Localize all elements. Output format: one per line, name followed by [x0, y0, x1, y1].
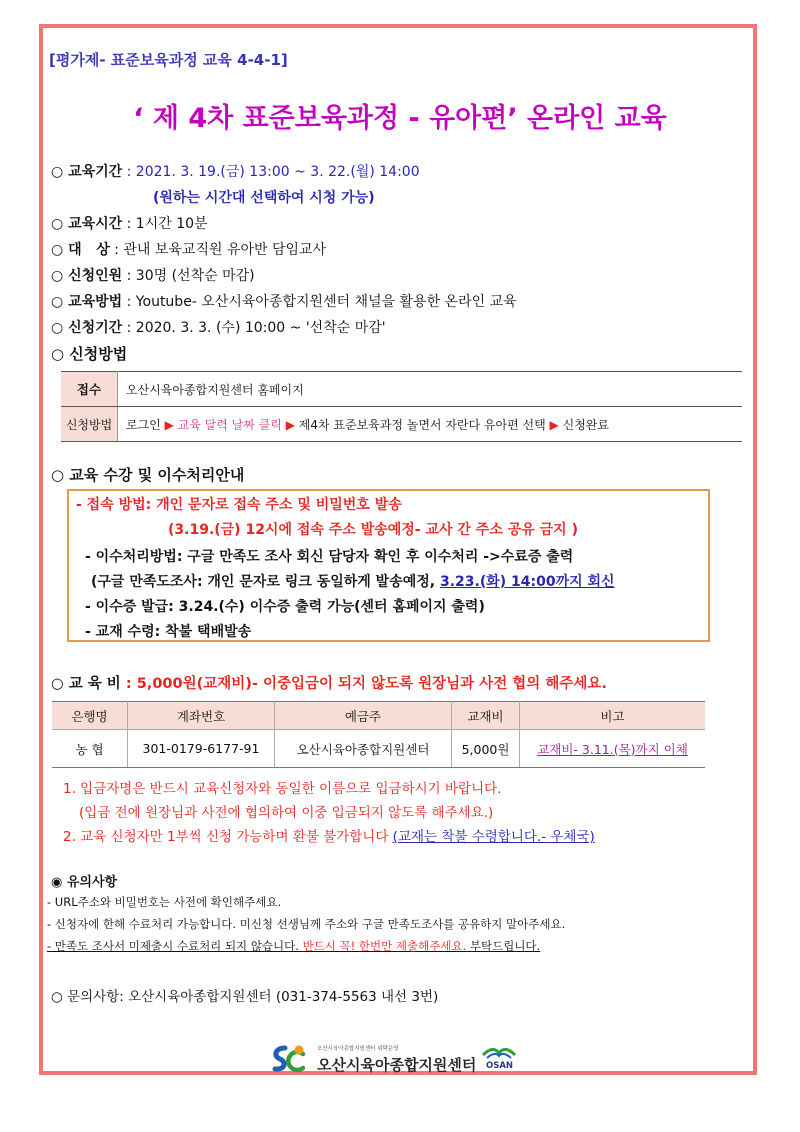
osan-city-name: OSAN: [486, 1061, 514, 1071]
notice-certificate: - 이수증 발급: 3.24.(수) 이수증 출력 가능(센터 홈페이지 출력): [85, 599, 485, 615]
apply-steps: [118, 407, 743, 442]
capacity-value: : 30명 (선착순 마감): [126, 268, 255, 284]
org-logo-subtext: 오산시육아종합지원센터 위탁운영: [317, 1046, 399, 1052]
method-label: ○ 교육방법: [51, 294, 123, 310]
account-number: 301-0179-6177-91: [128, 730, 275, 768]
method-row: [51, 291, 517, 311]
caution-3-emphasis: 반드시 꼭! 한번만 제출해주세요.: [302, 939, 467, 953]
col-fee: 교재비: [452, 702, 520, 730]
target-label: ○ 대 상: [51, 242, 110, 258]
apply-method-title: ○ 신청방법: [51, 345, 128, 363]
fee-row: [51, 672, 607, 693]
apply-row-reception: [61, 372, 742, 407]
caution-3: [47, 938, 540, 954]
document-tag: [평가제- 표준보육과정 교육 4-4-1]: [49, 51, 288, 69]
period-row: [51, 161, 420, 181]
notice-textbook: - 교재 수령: 착불 택배발송: [85, 624, 252, 640]
col-note: 비고: [520, 702, 706, 730]
method-value: : Youtube- 오산시육아종합지원센터 채널을 활용한 온라인 교육: [126, 294, 517, 310]
caution-2: - 신청자에 한해 수료처리 가능합니다. 미신청 선생님께 주소와 구글 만족도조사를 공유하지 말아주세요.: [47, 917, 566, 931]
textbook-fee: 5,000원: [452, 730, 520, 768]
apply-method-label: 신청방법: [61, 407, 118, 442]
notice-survey: [91, 571, 615, 591]
caution-3-text: - 만족도 조사서 미제출시 수료처리 되지 않습니다.: [47, 939, 299, 953]
table-row: [52, 730, 705, 768]
notice-box: [67, 489, 710, 642]
capacity-label: ○ 신청인원: [51, 268, 123, 284]
col-holder: 예금주: [275, 702, 452, 730]
payment-note-2-text: 2. 교육 신청자만 1부씩 신청 가능하며 환불 불가합니다: [63, 829, 389, 845]
step-calendar: 교육 달력 날짜 클릭: [177, 417, 282, 432]
notice-survey-text: (구글 만족도조사: 개인 문자로 링크 동일하게 발송예정,: [91, 574, 436, 590]
bank-note-text: 교재비- 3.11.(목)까지 이체: [537, 741, 688, 757]
capacity-row: [51, 265, 255, 285]
apply-period-row: [51, 317, 386, 337]
notice-access-method: - 접속 방법: 개인 문자로 접속 주소 및 비밀번호 발송: [76, 497, 402, 513]
cautions-title: ◉ 유의사항: [51, 875, 118, 890]
period-note: (원하는 시간대 선택하여 시청 가능): [153, 190, 375, 206]
payment-note-1b: (입금 전에 원장님과 사전에 협의하여 이중 입금되지 않도록 해주세요.): [79, 805, 494, 821]
duration-value: : 1시간 10분: [126, 216, 208, 232]
arrow-icon: ▶: [549, 417, 559, 432]
apply-table: [61, 371, 742, 442]
notice-access-date: (3.19.(금) 12시에 접속 주소 발송예정- 교사 간 주소 공유 금지 ): [168, 522, 578, 538]
duration-label: ○ 교육시간: [51, 216, 123, 232]
notice-survey-deadline: 3.23.(화) 14:00까지 회신: [439, 574, 615, 590]
account-holder: 오산시육아종합지원센터: [275, 730, 452, 768]
payment-note-2: [63, 825, 595, 845]
period-label: ○ 교육기간: [51, 164, 123, 180]
col-bank: 은행명: [52, 702, 128, 730]
contact-info: ○ 문의사항: 오산시육아종합지원센터 (031-374-5563 내선 3번): [51, 989, 439, 1005]
bank-header-row: [52, 702, 705, 730]
notice-section-title: ○ 교육 수강 및 이수처리안내: [51, 466, 245, 484]
payment-note-1: 1. 입금자명은 반드시 교육신청자와 동일한 이름으로 입금하시기 바랍니다.: [63, 781, 502, 797]
org-logo-icon: [271, 1042, 313, 1076]
apply-period-label: ○ 신청기간: [51, 320, 123, 336]
notice-completion: - 이수처리방법: 구글 만족도 조사 회신 담당자 확인 후 이수처리 ->수료증 출력: [85, 549, 574, 565]
osan-bird-icon: [481, 1045, 517, 1061]
arrow-icon: ▶: [285, 417, 295, 432]
target-row: [51, 239, 326, 259]
period-value: : 2021. 3. 19.(금) 13:00 ~ 3. 22.(월) 14:00: [126, 164, 420, 180]
bank-name: 농 협: [52, 730, 128, 768]
fee-value: : 5,000원(교재비)- 이중입금이 되지 않도록 원장님과 사전 협의 해주세요.: [125, 676, 607, 692]
step-select: 제4차 표준보육과정 놀면서 자란다 유아편 선택: [298, 417, 546, 432]
reception-label: 접수: [76, 382, 102, 397]
step-done: 신청완료: [562, 417, 609, 432]
apply-row-method: [61, 407, 742, 442]
bank-note: [520, 730, 706, 768]
reception-value: 오산시육아종합지원센터 홈페이지: [118, 372, 743, 407]
arrow-icon: ▶: [164, 417, 174, 432]
col-account: 계좌번호: [128, 702, 275, 730]
org-name: 오산시육아종합지원센터: [317, 1056, 477, 1074]
apply-period-value: : 2020. 3. 3. (수) 10:00 ~ '선착순 마감': [126, 320, 386, 336]
caution-1: - URL주소와 비밀번호는 사전에 확인해주세요.: [47, 895, 282, 909]
page-title: ‘ 제 4차 표준보육과정 - 유아편’ 온라인 교육: [133, 103, 667, 134]
step-login: 로그인: [126, 417, 161, 432]
caution-3-end: 부탁드립니다.: [466, 939, 541, 953]
payment-note-2-textbook: (교재는 착불 수령합니다.- 우체국): [392, 829, 595, 845]
duration-row: [51, 213, 208, 233]
bank-table: [52, 701, 705, 768]
target-value: : 관내 보육교직원 유아반 담임교사: [114, 242, 327, 258]
fee-label: ○ 교 육 비: [51, 676, 121, 692]
